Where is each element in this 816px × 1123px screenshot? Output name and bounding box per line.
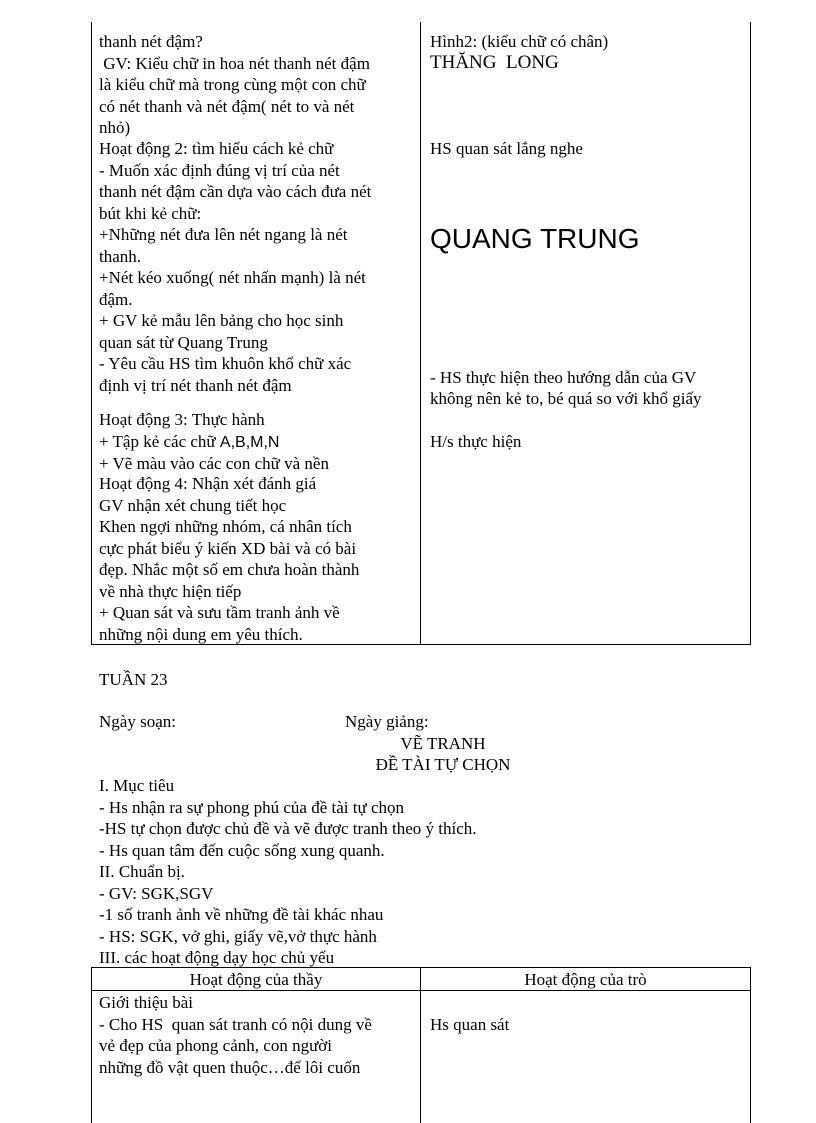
text-line: thanh nét đậm?	[99, 32, 203, 51]
text-line: đẹp. Nhắc một số em chưa hoàn thành	[99, 560, 360, 579]
text-line: Khen ngợi những nhóm, cá nhân tích	[99, 517, 352, 536]
text-line: -1 số tranh ảnh về những đề tài khác nhau	[99, 905, 384, 924]
text-line: - Cho HS quan sát tranh có nội dung về	[99, 1014, 372, 1034]
table1-left-border	[91, 22, 92, 645]
text-line: những đồ vật quen thuộc…để lôi cuốn	[99, 1057, 361, 1077]
table2-right-cell: Hs quan sát	[430, 1015, 510, 1034]
text-line: vẻ đẹp của phong cảnh, con người	[99, 1036, 332, 1055]
text-line: quan sát từ Quang Trung	[99, 332, 268, 352]
activity-heading: Hoạt động 2: tìm hiểu cách kẻ chữ	[99, 139, 334, 158]
text-line: + GV kẻ mẫu lên bảng cho học sinh	[99, 311, 344, 330]
text-line: bút khi kẻ chữ:	[99, 203, 202, 223]
text-line: - HS: SGK, vở ghi, giấy vẽ,vở thực hành	[99, 926, 377, 946]
section-heading: I. Mục tiêu	[99, 776, 175, 795]
thang-long-sample: THĂNG LONG	[430, 52, 559, 73]
text-line: -HS tự chọn được chủ đề và vẽ được tranh theo ý thích.	[99, 819, 477, 838]
activity-heading: Hoạt động 3: Thực hành	[99, 410, 265, 429]
text-line: GV: Kiểu chữ in hoa nét thanh nét đậm	[99, 53, 370, 73]
header-student-activity: Hoạt động của trò	[524, 970, 647, 989]
teach-date-label: Ngày giảng:	[345, 712, 429, 731]
follow-text-2: không nên kẻ to, bé quá so với khổ giấy	[430, 389, 702, 408]
text-line: có nét thanh và nét đậm( nét to và nét	[99, 96, 355, 116]
text-line: cực phát biểu ý kiến XD bài và có bài	[99, 538, 357, 558]
observe-text: HS quan sát lắng nghe	[430, 139, 583, 158]
hinh2-label: Hình2: (kiểu chữ có chân)	[430, 32, 609, 51]
letters-sample: A,B,M,N	[219, 433, 280, 451]
table2-top-border	[91, 967, 751, 968]
text-line: định vị trí nét thanh nét đậm	[99, 375, 292, 395]
header-teacher-activity: Hoạt động của thầy	[189, 970, 323, 989]
practice-text: H/s thực hiện	[430, 432, 522, 451]
text-line: những nội dung em yêu thích.	[99, 624, 303, 644]
text-line: là kiểu chữ mà trong cùng một con chữ	[99, 75, 366, 94]
text-line	[99, 431, 417, 454]
text-line: GV nhận xét chung tiết học	[99, 495, 287, 515]
text-line: - Hs nhận ra sự phong phú của đề tài tự chọn	[99, 797, 404, 817]
left-block-3	[99, 409, 417, 475]
quang-trung-sample: QUANG TRUNG	[430, 223, 640, 254]
text-line: +Nét kéo xuống( nét nhấn mạnh) là nét	[99, 268, 366, 287]
text-line: thanh.	[99, 246, 142, 266]
left-block-4	[99, 473, 417, 645]
week-label: TUẦN 23	[99, 670, 168, 689]
text-line: - Hs quan tâm đến cuộc sống xung quanh.	[99, 840, 385, 860]
text-line: đậm.	[99, 289, 133, 309]
prep-date-label: Ngày soạn:	[99, 712, 176, 731]
text-line: thanh nét đậm cần dựa vào cách đưa nét	[99, 182, 372, 201]
activity-heading: Hoạt động 4: Nhận xét đánh giá	[99, 474, 317, 493]
section-heading: II. Chuẩn bị.	[99, 862, 185, 881]
left-block-1	[99, 31, 417, 139]
text-fragment: + Tập kẻ các chữ	[99, 431, 220, 451]
table1-right-border	[750, 22, 751, 645]
text-line: nhỏ)	[99, 118, 131, 137]
lesson-body	[99, 775, 579, 969]
lesson-title: VẼ TRANH	[400, 734, 486, 753]
text-line: Giới thiệu bài	[99, 993, 193, 1012]
text-line: +Những nét đưa lên nét ngang là nét	[99, 225, 348, 244]
left-block-2	[99, 138, 417, 396]
follow-text-1: - HS thực hiện theo hướng dẫn của GV	[430, 368, 697, 387]
table2-left-cell	[99, 992, 417, 1078]
text-line: - Muốn xác định đúng vị trí của nét	[99, 160, 340, 180]
text-line: - GV: SGK,SGV	[99, 883, 214, 903]
text-line: - Yêu cầu HS tìm khuôn khổ chữ xác	[99, 354, 352, 373]
section-heading: III. các hoạt động dạy học chủ yếu	[99, 948, 335, 967]
text-line: về nhà thực hiện tiếp	[99, 581, 242, 601]
text-line: + Quan sát và sưu tầm tranh ảnh về	[99, 603, 340, 622]
lesson-subtitle: ĐỀ TÀI TỰ CHỌN	[375, 755, 511, 774]
text-line: + Vẽ màu vào các con chữ và nền	[99, 454, 329, 473]
table2-right-border	[750, 967, 751, 1123]
table1-middle-border	[420, 22, 421, 645]
